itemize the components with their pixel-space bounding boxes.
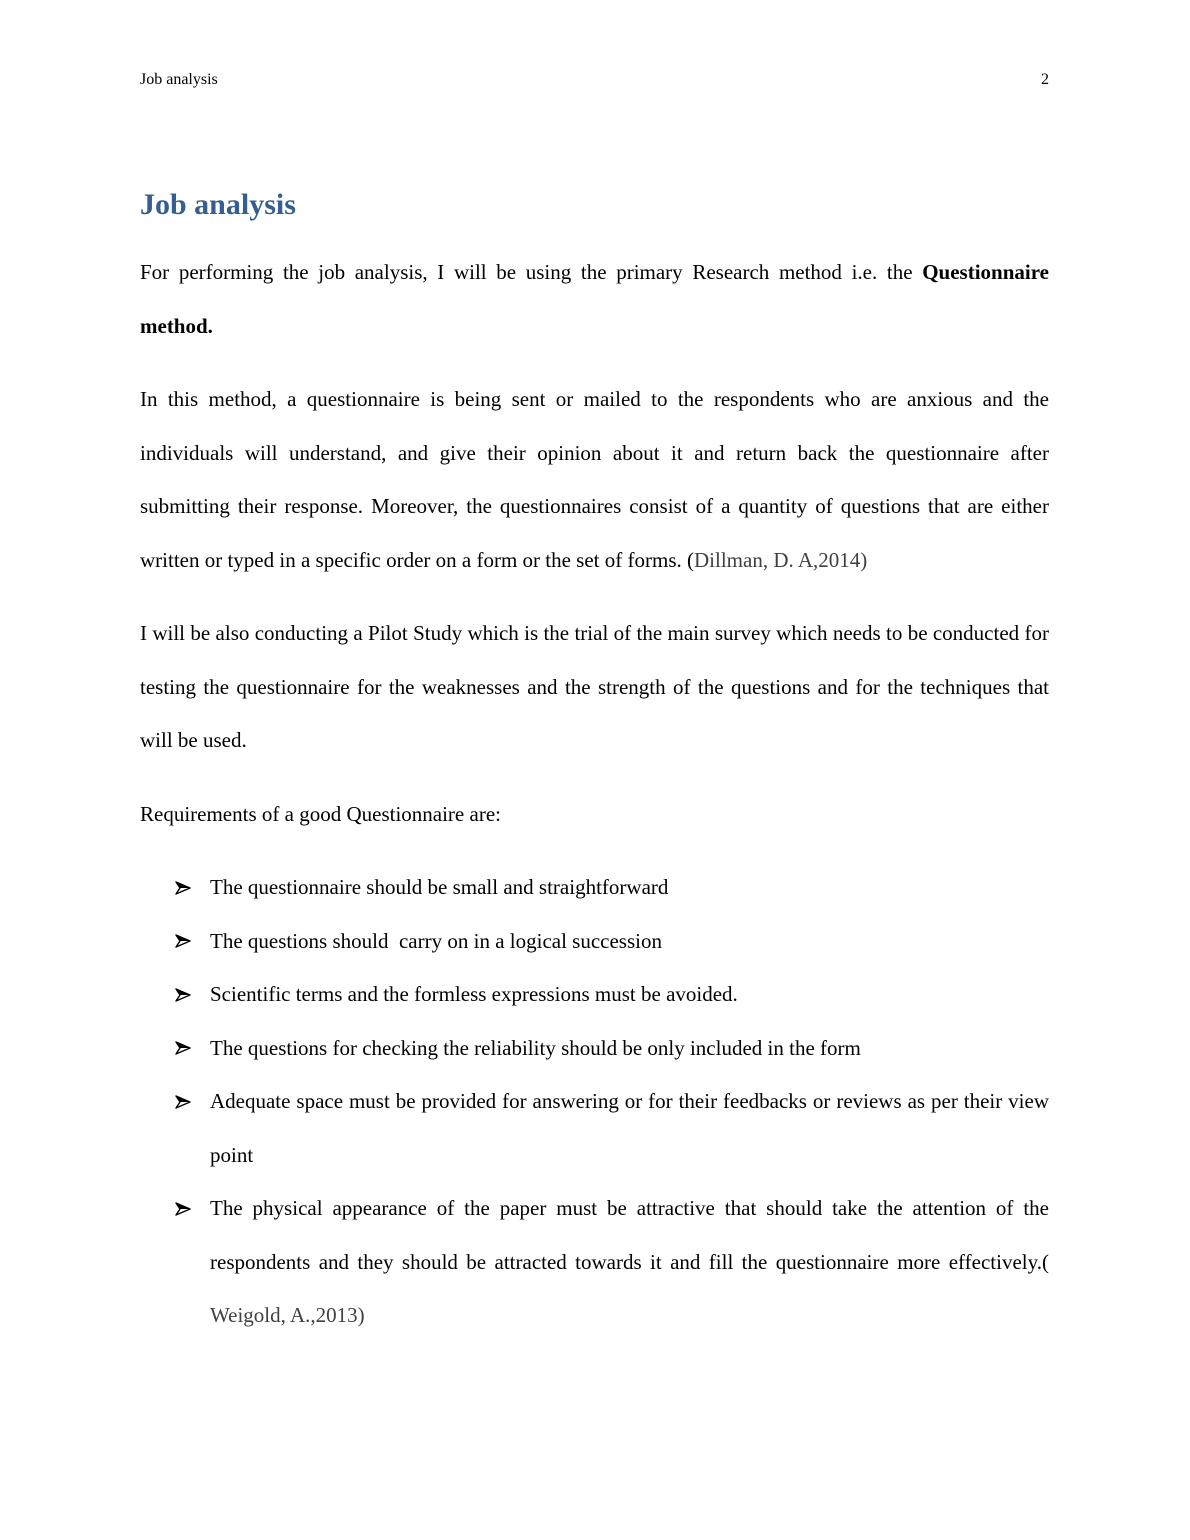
arrowhead-bullet-icon [175, 968, 195, 1022]
list-item [140, 861, 1049, 915]
list-item-text: The questions for checking the reliability should be only included in the form [210, 1035, 861, 1060]
list-item [140, 915, 1049, 969]
running-title: Job analysis [140, 71, 218, 88]
list-item [140, 1022, 1049, 1076]
arrowhead-bullet-icon [175, 1075, 195, 1129]
arrowhead-bullet-icon [175, 915, 195, 969]
document-body [140, 183, 1049, 1343]
arrowhead-bullet-icon [175, 861, 195, 915]
requirements-intro: Requirements of a good Questionnaire are: [140, 801, 501, 826]
method-text: In this method, a questionnaire is being sent or mailed to the respondents who are anxious and the individuals will understand, and give their opinion about it and return back the questionnaire after submitting their response. Moreover, the questionnaires consist of a quantity of questions that are either written or typed in a specific order on a form or the set of forms. ( [140, 387, 1049, 572]
requirements-list [140, 861, 1049, 1343]
pilot-study-paragraph: I will be also conducting a Pilot Study which is the trial of the main survey which needs to be conducted for testing the questionnaire for the weaknesses and the strength of the questions and for the techniques that will be used. [140, 621, 1049, 752]
list-item [140, 968, 1049, 1022]
list-item-text: The questions should carry on in a logical succession [210, 928, 662, 953]
arrowhead-bullet-icon [175, 1022, 195, 1076]
page-number: 2 [1041, 71, 1049, 88]
intro-text: For performing the job analysis, I will be using the primary Research method i.e. the [140, 260, 923, 284]
intro-paragraph [140, 246, 1049, 353]
running-header [140, 70, 1049, 90]
citation-weigold: Weigold, A.,2013) [210, 1303, 365, 1327]
list-item-text: Scientific terms and the formless expressions must be avoided. [210, 982, 738, 1006]
list-item-text: The questionnaire should be small and straightforward [210, 875, 669, 899]
list-item-text: Adequate space must be provided for answering or for their feedbacks or reviews as per their view point [210, 1089, 1049, 1167]
list-item [140, 1075, 1049, 1182]
arrowhead-bullet-icon [175, 1182, 195, 1236]
method-paragraph [140, 373, 1049, 587]
citation-dillman: Dillman, D. A,2014) [694, 547, 868, 572]
section-heading: Job analysis [140, 188, 296, 221]
list-item-text: The physical appearance of the paper must be attractive that should take the attention of the respondents and they should be attracted towards it and fill the questionnaire more effectively.( [210, 1196, 1049, 1274]
list-item [140, 1182, 1049, 1343]
method-name: Questionnaire method. [140, 260, 1049, 338]
